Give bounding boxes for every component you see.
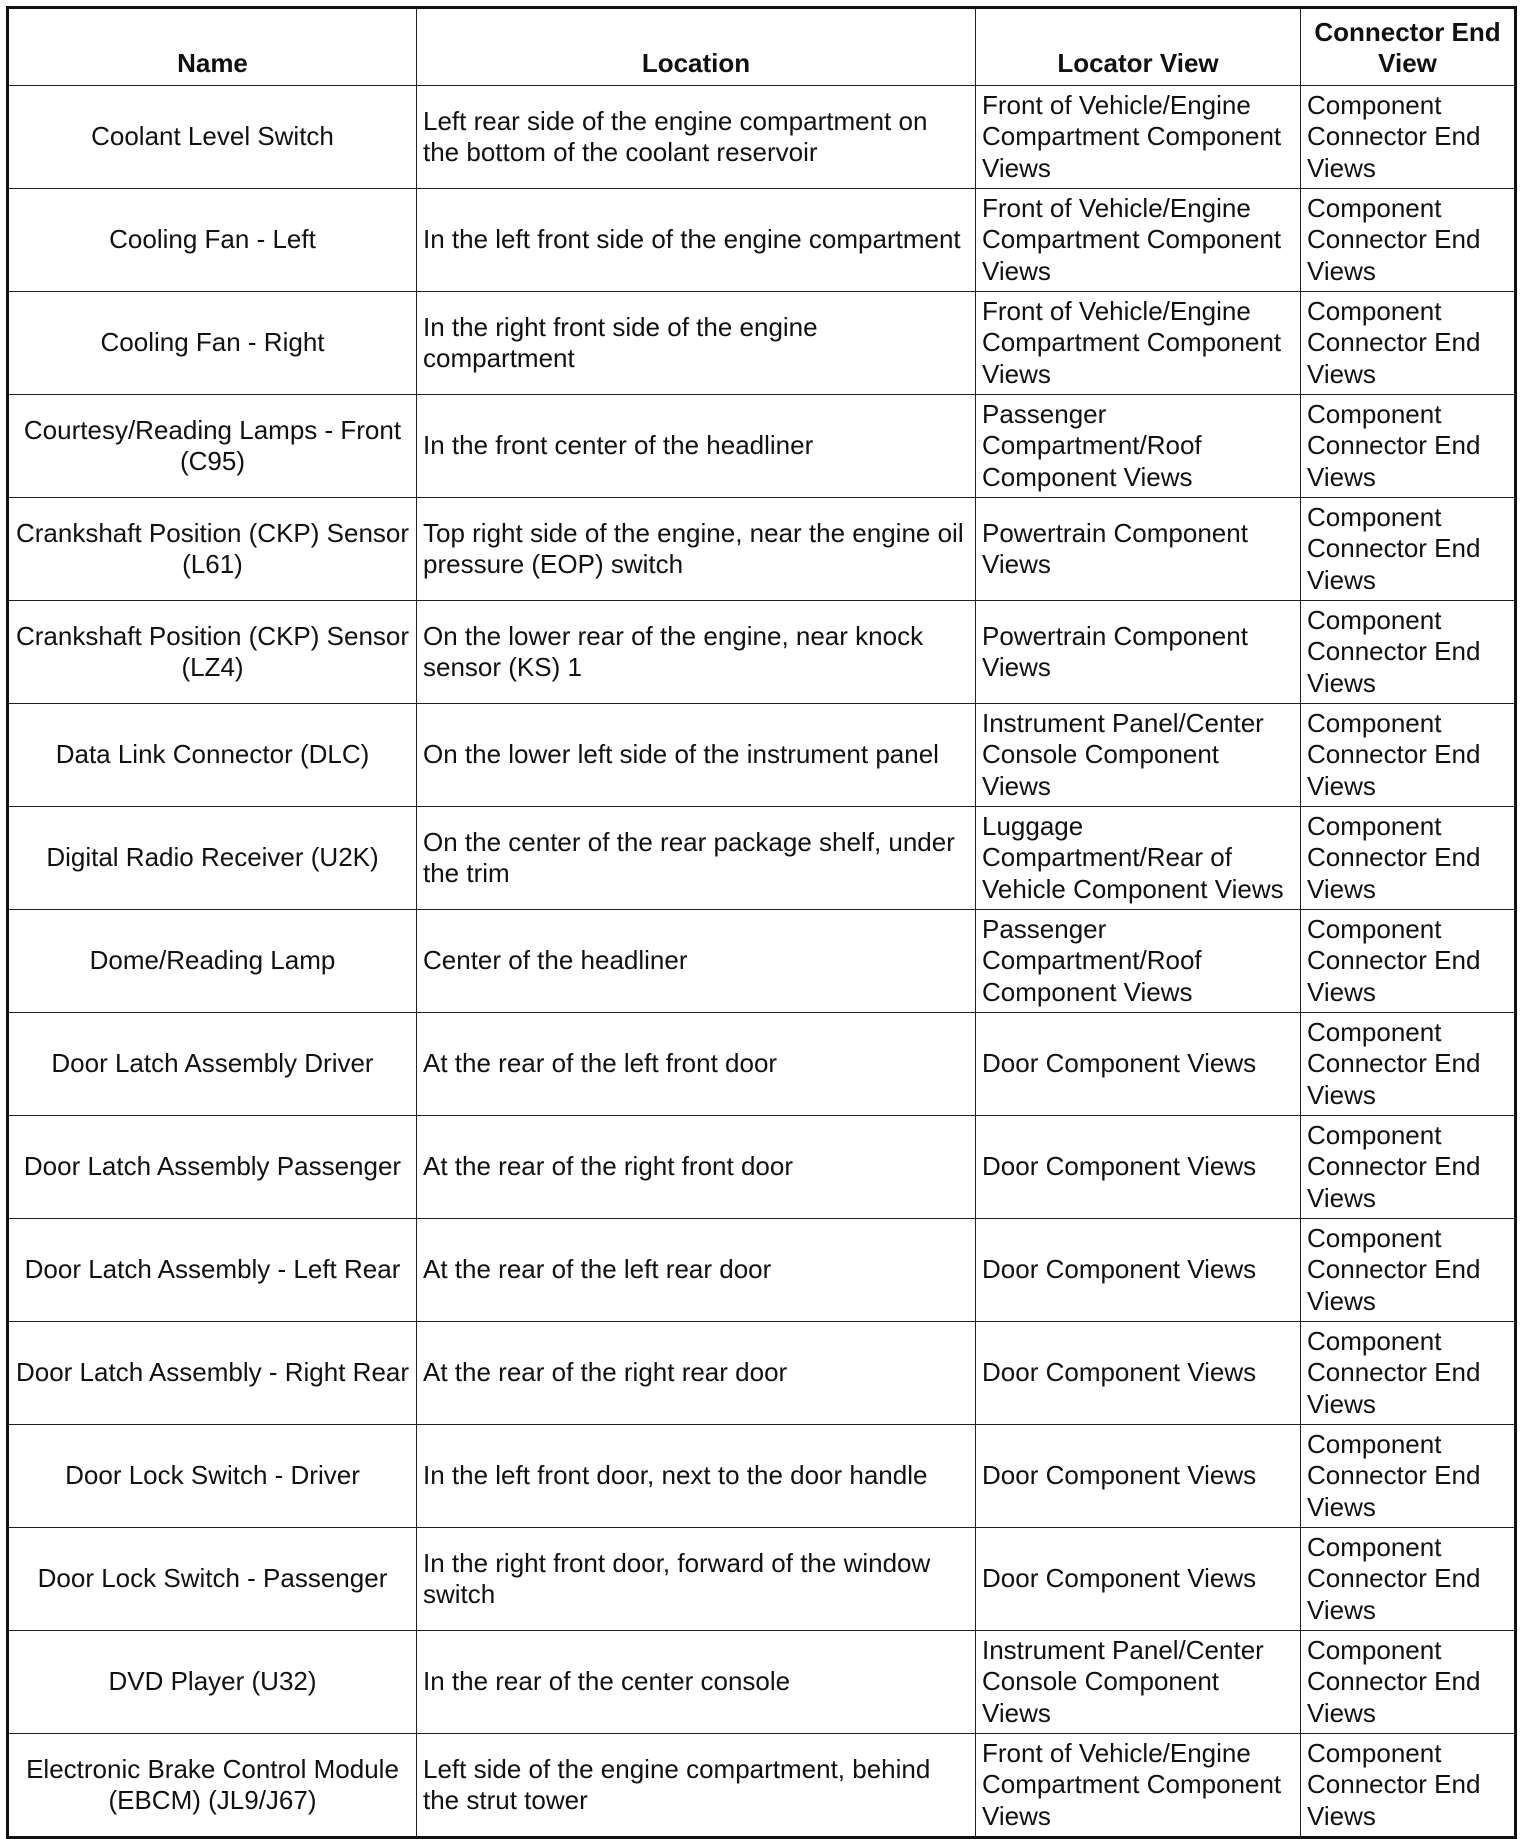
table-row (8, 1425, 1516, 1528)
table-row (8, 1013, 1516, 1116)
table-row (8, 910, 1516, 1013)
cell-name: Courtesy/Reading Lamps - Front (C95) (8, 395, 417, 498)
cell-name: Door Lock Switch - Passenger (8, 1528, 417, 1631)
cell-name: Door Lock Switch - Driver (8, 1425, 417, 1528)
cell-locator-view: Powertrain Component Views (976, 498, 1301, 601)
cell-connector-end-view: Component Connector End Views (1301, 189, 1516, 292)
cell-location: On the center of the rear package shelf, under the trim (417, 807, 976, 910)
component-locator-table-wrapper (6, 6, 1517, 1839)
table-row (8, 1219, 1516, 1322)
cell-name: Cooling Fan - Right (8, 292, 417, 395)
cell-connector-end-view: Component Connector End Views (1301, 601, 1516, 704)
cell-connector-end-view: Component Connector End Views (1301, 704, 1516, 807)
cell-location: Top right side of the engine, near the engine oil pressure (EOP) switch (417, 498, 976, 601)
cell-connector-end-view: Component Connector End Views (1301, 910, 1516, 1013)
cell-location: In the right front door, forward of the window switch (417, 1528, 976, 1631)
cell-location: In the left front door, next to the door handle (417, 1425, 976, 1528)
cell-location: At the rear of the right front door (417, 1116, 976, 1219)
cell-location: On the lower left side of the instrument panel (417, 704, 976, 807)
table-row (8, 86, 1516, 189)
cell-locator-view: Passenger Compartment/Roof Component Views (976, 395, 1301, 498)
cell-connector-end-view: Component Connector End Views (1301, 1013, 1516, 1116)
component-locator-table (6, 6, 1517, 1839)
cell-name: Digital Radio Receiver (U2K) (8, 807, 417, 910)
table-row (8, 1631, 1516, 1734)
cell-locator-view: Front of Vehicle/Engine Compartment Component Views (976, 189, 1301, 292)
cell-locator-view: Front of Vehicle/Engine Compartment Component Views (976, 292, 1301, 395)
cell-name: Crankshaft Position (CKP) Sensor (LZ4) (8, 601, 417, 704)
cell-name: Door Latch Assembly - Right Rear (8, 1322, 417, 1425)
cell-locator-view: Instrument Panel/Center Console Component Views (976, 1631, 1301, 1734)
cell-name: Door Latch Assembly - Left Rear (8, 1219, 417, 1322)
cell-location: At the rear of the right rear door (417, 1322, 976, 1425)
cell-connector-end-view: Component Connector End Views (1301, 807, 1516, 910)
table-row (8, 704, 1516, 807)
cell-connector-end-view: Component Connector End Views (1301, 1734, 1516, 1838)
cell-connector-end-view: Component Connector End Views (1301, 498, 1516, 601)
cell-location: In the rear of the center console (417, 1631, 976, 1734)
table-row (8, 807, 1516, 910)
cell-name: Electronic Brake Control Module (EBCM) (JL9/J67) (8, 1734, 417, 1838)
table-row (8, 498, 1516, 601)
table-row (8, 1734, 1516, 1838)
cell-locator-view: Passenger Compartment/Roof Component Views (976, 910, 1301, 1013)
cell-location: Center of the headliner (417, 910, 976, 1013)
cell-connector-end-view: Component Connector End Views (1301, 1116, 1516, 1219)
table-header (8, 8, 1516, 86)
cell-location: Left rear side of the engine compartment on the bottom of the coolant reservoir (417, 86, 976, 189)
cell-location: At the rear of the left front door (417, 1013, 976, 1116)
cell-locator-view: Front of Vehicle/Engine Compartment Component Views (976, 1734, 1301, 1838)
cell-location: At the rear of the left rear door (417, 1219, 976, 1322)
cell-connector-end-view: Component Connector End Views (1301, 1219, 1516, 1322)
cell-locator-view: Door Component Views (976, 1425, 1301, 1528)
table-body (8, 86, 1516, 1838)
cell-locator-view: Luggage Compartment/Rear of Vehicle Component Views (976, 807, 1301, 910)
cell-connector-end-view: Component Connector End Views (1301, 1322, 1516, 1425)
cell-locator-view: Door Component Views (976, 1219, 1301, 1322)
cell-location: In the front center of the headliner (417, 395, 976, 498)
column-header-locator-view: Locator View (976, 8, 1301, 86)
table-row (8, 292, 1516, 395)
cell-locator-view: Door Component Views (976, 1322, 1301, 1425)
cell-location: In the left front side of the engine compartment (417, 189, 976, 292)
cell-connector-end-view: Component Connector End Views (1301, 1631, 1516, 1734)
cell-location: Left side of the engine compartment, behind the strut tower (417, 1734, 976, 1838)
column-header-name: Name (8, 8, 417, 86)
cell-locator-view: Door Component Views (976, 1116, 1301, 1219)
cell-name: Dome/Reading Lamp (8, 910, 417, 1013)
table-row (8, 1116, 1516, 1219)
cell-name: Cooling Fan - Left (8, 189, 417, 292)
cell-connector-end-view: Component Connector End Views (1301, 1528, 1516, 1631)
cell-locator-view: Powertrain Component Views (976, 601, 1301, 704)
cell-locator-view: Front of Vehicle/Engine Compartment Component Views (976, 86, 1301, 189)
cell-name: Crankshaft Position (CKP) Sensor (L61) (8, 498, 417, 601)
cell-name: Door Latch Assembly Driver (8, 1013, 417, 1116)
cell-name: DVD Player (U32) (8, 1631, 417, 1734)
cell-location: On the lower rear of the engine, near knock sensor (KS) 1 (417, 601, 976, 704)
cell-name: Data Link Connector (DLC) (8, 704, 417, 807)
header-row (8, 8, 1516, 86)
cell-connector-end-view: Component Connector End Views (1301, 292, 1516, 395)
table-row (8, 1528, 1516, 1631)
table-row (8, 1322, 1516, 1425)
cell-name: Door Latch Assembly Passenger (8, 1116, 417, 1219)
table-row (8, 189, 1516, 292)
column-header-location: Location (417, 8, 976, 86)
cell-connector-end-view: Component Connector End Views (1301, 395, 1516, 498)
cell-connector-end-view: Component Connector End Views (1301, 1425, 1516, 1528)
cell-location: In the right front side of the engine compartment (417, 292, 976, 395)
table-row (8, 601, 1516, 704)
column-header-connector-end-view: Connector End View (1301, 8, 1516, 86)
cell-name: Coolant Level Switch (8, 86, 417, 189)
cell-locator-view: Door Component Views (976, 1528, 1301, 1631)
table-row (8, 395, 1516, 498)
cell-locator-view: Instrument Panel/Center Console Component Views (976, 704, 1301, 807)
cell-connector-end-view: Component Connector End Views (1301, 86, 1516, 189)
cell-locator-view: Door Component Views (976, 1013, 1301, 1116)
